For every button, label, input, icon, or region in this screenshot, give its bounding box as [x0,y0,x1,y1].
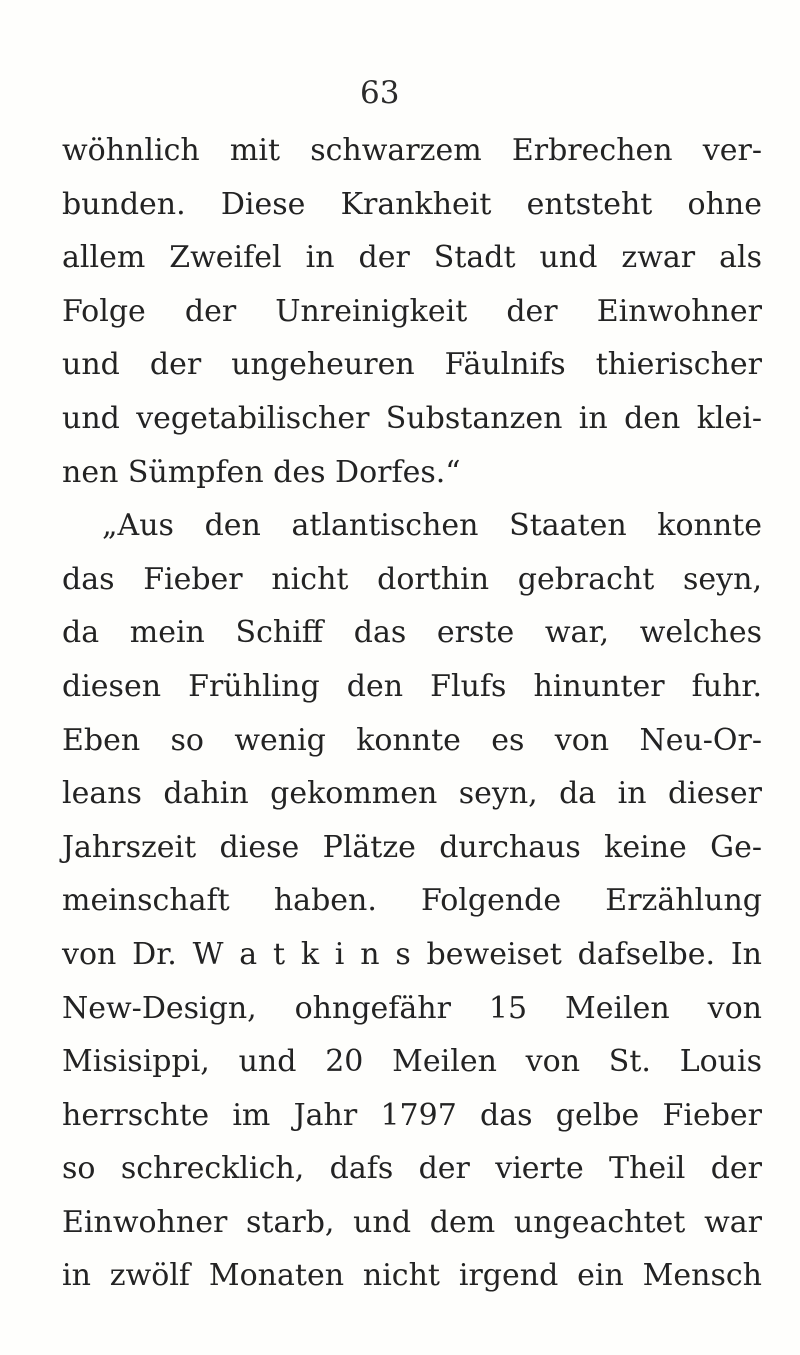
text-line: bunden. Diese Krankheit entsteht ohne [62,186,762,222]
text-line: Eben so wenig konnte es von Neu-Or- [62,722,762,758]
text-line: Einwohner starb, und dem ungeachtet war [62,1204,762,1240]
body-text [62,124,762,1303]
text-line: in zwölf Monaten nicht irgend ein Mensch [62,1258,762,1294]
text-line: New-Design, ohngefähr 15 Meilen von [62,990,762,1026]
text-line: Misisippi, und 20 Meilen von St. Louis [62,1044,762,1080]
text-line: von Dr. W a t k i n s beweiset dafselbe. In [62,936,762,972]
text-line: da mein Schiff das erste war, welches [62,615,762,651]
text-line: „Aus den atlantischen Staaten konnte [102,508,762,544]
text-line: herrschte im Jahr 1797 das gelbe Fieber [62,1097,762,1133]
text-line: meinschaft haben. Folgende Erzählung [62,883,762,919]
text-line: das Fieber nicht dorthin gebracht seyn, [62,561,762,597]
text-line: Jahrszeit diese Plätze durchaus keine Ge- [62,829,762,865]
text-line: diesen Frühling den Flufs hinunter fuhr. [62,668,762,704]
text-line: Folge der Unreinigkeit der Einwohner [62,293,762,329]
text-line: nen Sümpfen des Dorfes.“ [62,454,461,490]
text-line: leans dahin gekommen seyn, da in dieser [62,776,762,812]
text-line: und der ungeheuren Fäulnifs thierischer [62,347,762,383]
text-line: wöhnlich mit schwarzem Erbrechen ver- [62,133,762,168]
text-line: allem Zweifel in der Stadt und zwar als [62,240,762,276]
text-line: so schrecklich, dafs der vierte Theil der [62,1151,762,1187]
page-number: 63 [360,75,400,111]
text-line: und vegetabilischer Substanzen in den klei- [62,400,762,436]
